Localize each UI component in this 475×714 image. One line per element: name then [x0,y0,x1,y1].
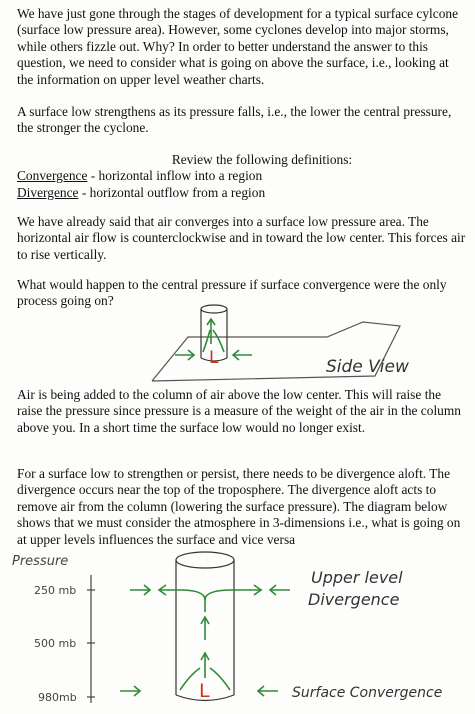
upper-left-outflow [160,590,205,612]
level-500-label: 500 mb [34,637,77,650]
paragraph-convergence: We have already said that air converges into a surface low pressure area. The horizontal air flow is counterclockwise and in toward the low center. This forces air to rise vertically. [17,214,466,262]
surface-curl-left [180,668,200,690]
divergence-def: - horizontal outflow from a region [78,184,266,200]
level-980-label: 980mb [38,691,77,704]
low-marker: L [209,348,219,368]
divergence-term: Divergence [17,184,79,200]
surface-convergence-label: Surface Convergence [292,685,443,701]
upper-divergence-label: Divergence [308,590,400,609]
paragraph-question: What would happen to the central pressure if surface convergence were the only process going on? [17,277,447,309]
tall-column-top [176,552,234,568]
convergence-term: Convergence [17,168,88,184]
level-250-label: 250 mb [34,584,77,597]
column-top [201,305,227,313]
convergence-def: - horizontal inflow into a region [87,168,263,184]
surface-low-marker: L [199,680,210,702]
pressure-axis-label: Pressure [12,554,69,569]
upper-level-label: Upper level [311,568,403,587]
paragraph-intro: We have just gone through the stages of development for a typical surface cylcone (surface low pressure area). However, some cyclones develop into major storms, while others fizzle out. Why? In order to better understand the answer to this question, we need to consider what is going on above the surface, i.e., looking at the information on upper level weather charts. [17,6,459,87]
review-heading: Review the following definitions: [171,152,353,167]
paragraph-column: Air is being added to the column of air above the low center. This will raise the raise the pressure since pressure is a measure of the weight of the air in the column above you. In a short time the surface low would no longer exist. [17,387,461,435]
paragraph-surface-low: A surface low strengthens as its pressure falls, i.e., the lower the central pressure, the stronger the cyclone. [17,104,452,136]
surface-curl-right [210,668,230,690]
side-view-label: Side View [326,357,409,377]
paragraph-divergence-aloft: For a surface low to strengthen or persist, there needs to be divergence aloft. The divergence occurs near the top of the troposphere. The divergence aloft acts to remove air from the column (lowering the surface pressure). The diagram below shows that we must consider the atmosphere in 3-dimensions i.e., what is going on at upper levels influences the surface and vice versa [17,466,461,547]
